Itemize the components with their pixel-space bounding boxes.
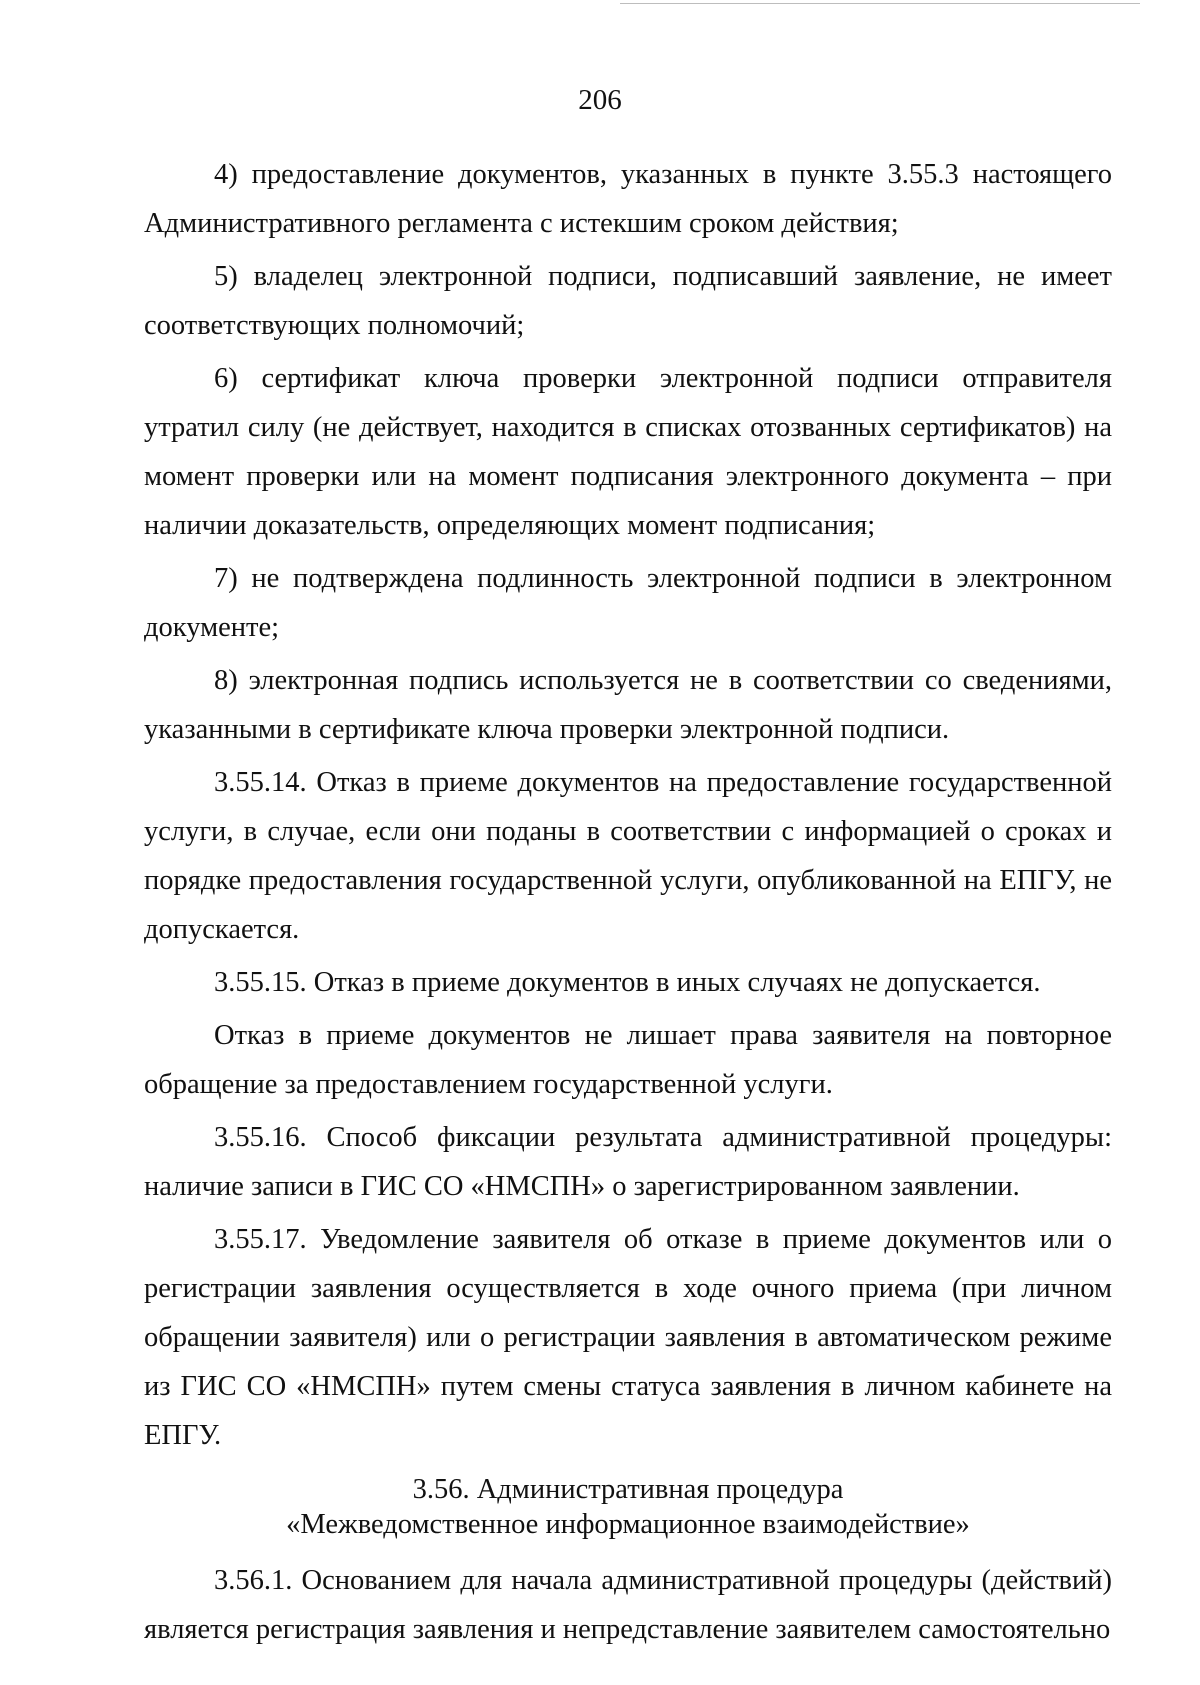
section-heading — [144, 1472, 1112, 1542]
clause-3-55-16: 3.55.16. Способ фиксации результата административной процедуры: наличие записи в ГИС СО «НМСПН» о зарегистрированном заявлении. — [144, 1122, 1112, 1202]
clause-3-56-1: 3.56.1. Основанием для начала административной процедуры (действий) является регистрация заявления и непредставление заявителем самостоятельно — [144, 1565, 1112, 1645]
section-heading-number: 3.56. Административная процедура — [412, 1474, 844, 1505]
clause-3-55-14: 3.55.14. Отказ в приеме документов на предоставление государственной услуги, в случае, если они поданы в соответствии с информацией о сроках и порядке предоставления государственной услуги, опубликованной на ЕПГУ, не допускается. — [144, 767, 1112, 945]
page-number: 206 — [578, 84, 622, 116]
clause-3-55-15: 3.55.15. Отказ в приеме документов в иных случаях не допускается. — [214, 967, 1041, 998]
list-item-6: 6) сертификат ключа проверки электронной подписи отправителя утратил силу (не действует, находится в списках отозванных сертификатов) на момент проверки или на момент подписания электронного документа – при наличии доказательств, определяющих момент подписания; — [144, 363, 1112, 541]
clause-3-55-17: 3.55.17. Уведомление заявителя об отказе в приеме документов или о регистрации заявления осуществляется в ходе очного приема (при личном обращении заявителя) или о регистрации заявления в автоматическом режиме из ГИС СО «НМСПН» путем смены статуса заявления в личном кабинете на ЕПГУ. — [144, 1224, 1112, 1451]
list-item-8: 8) электронная подпись используется не в соответствии со сведениями, указанными в сертификате ключа проверки электронной подписи. — [144, 665, 1112, 745]
scan-edge-line — [620, 3, 1140, 4]
list-item-4: 4) предоставление документов, указанных в пункте 3.55.3 настоящего Административного регламента с истекшим сроком действия; — [144, 159, 1112, 239]
list-item-7: 7) не подтверждена подлинность электронной подписи в электронном документе; — [144, 563, 1112, 643]
clause-3-55-15-note: Отказ в приеме документов не лишает права заявителя на повторное обращение за предоставлением государственной услуги. — [144, 1020, 1112, 1100]
list-item-5: 5) владелец электронной подписи, подписавший заявление, не имеет соответствующих полномочий; — [144, 261, 1112, 341]
section-heading-title: «Межведомственное информационное взаимодействие» — [286, 1509, 970, 1540]
document-body — [144, 150, 1112, 1658]
